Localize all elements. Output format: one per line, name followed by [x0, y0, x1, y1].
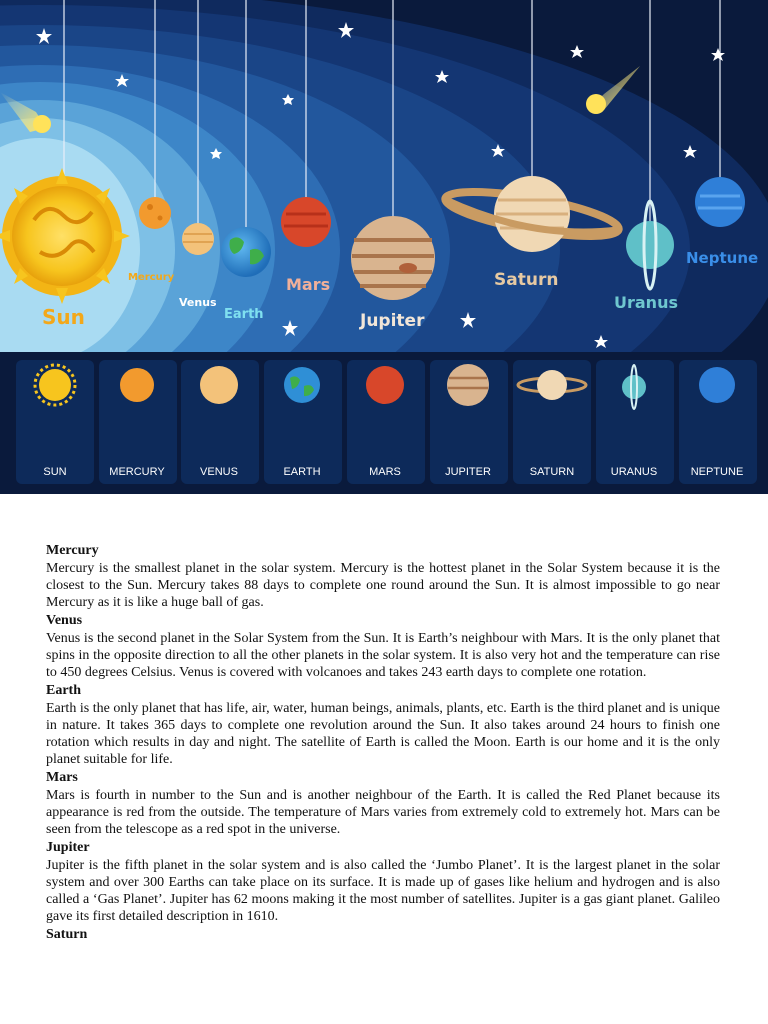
card-jupiter — [430, 360, 508, 484]
card-label-saturn: SATURN — [529, 466, 575, 478]
section-body: Mars is fourth in number to the Sun and is another neighbour of the Earth. It is called the Red Planet because its appearance is red from the outside. The temperature of Mars varies from extremely cold to extremely hot. Mars can be seen from the telescope as a red spot in the universe. — [46, 788, 720, 837]
card-label-earth: EARTH — [283, 466, 321, 478]
section-title: Saturn — [46, 927, 88, 942]
card-uranus — [596, 360, 674, 484]
card-saturn — [513, 360, 591, 484]
card-label-jupiter: JUPITER — [445, 466, 491, 478]
card-earth — [264, 360, 342, 484]
planet-descriptions — [46, 541, 720, 944]
earth-label: Earth — [224, 307, 264, 322]
section-venus — [46, 611, 720, 681]
section-earth — [46, 681, 720, 768]
section-body: Mercury is the smallest planet in the solar system. Mercury is the hottest planet in the Solar System because it is the closest to the Sun. Mercury takes 88 days to complete one round around the Sun. It is almost impossible to go near Mercury as it is like a huge ball of gas. — [46, 561, 720, 610]
card-sun — [16, 360, 94, 484]
jupiter-label: Jupiter — [360, 311, 425, 331]
card-mercury — [99, 360, 177, 484]
card-mars — [347, 360, 425, 484]
section-jupiter — [46, 838, 720, 925]
neptune-label: Neptune — [686, 249, 759, 267]
jupiter-graphic — [351, 216, 435, 300]
neptune-graphic — [695, 177, 745, 227]
section-title: Mars — [46, 770, 78, 785]
section-title: Jupiter — [46, 840, 90, 855]
saturn-label: Saturn — [494, 270, 559, 290]
planet-cards — [16, 360, 757, 484]
section-title: Venus — [46, 613, 83, 628]
section-body: Venus is the second planet in the Solar System from the Sun. It is Earth’s neighbour with Mars. It is the only planet that spins in the opposite direction to all the other planets in the solar system. It is also very hot and the temperature can rise to 450 degrees Celsius. Venus is covered with volcanoes and takes 243 earth days to complete one rotation. — [46, 631, 720, 680]
mars-graphic — [281, 197, 331, 247]
section-mercury — [46, 541, 720, 611]
earth-graphic — [221, 227, 271, 277]
card-label-venus: VENUS — [200, 466, 238, 478]
solar-system-svg — [0, 0, 768, 494]
venus-label: Venus — [179, 296, 217, 309]
mercury-graphic — [139, 197, 171, 229]
venus-graphic — [182, 223, 214, 255]
card-label-mars: MARS — [369, 466, 401, 478]
solar-system-illustration — [0, 0, 768, 494]
section-title: Earth — [46, 683, 81, 698]
section-mars — [46, 768, 720, 838]
card-venus — [181, 360, 259, 484]
card-label-sun: SUN — [43, 466, 67, 478]
card-label-mercury: MERCURY — [109, 466, 165, 478]
sun-label: Sun — [42, 305, 85, 329]
uranus-label: Uranus — [614, 293, 678, 312]
card-label-neptune: NEPTUNE — [690, 466, 744, 478]
card-neptune — [679, 360, 757, 484]
section-saturn — [46, 925, 720, 944]
section-body: Earth is the only planet that has life, air, water, human beings, animals, plants, etc. Earth is the third planet and is unique in nature. It takes 365 days to complete one revolution around the Sun. It also takes around 24 hours to finish one rotation which results in day and night. The satellite of Earth is called the Moon. Earth is our home and it is the only planet suitable for life. — [46, 701, 720, 767]
mars-label: Mars — [286, 275, 331, 294]
card-label-uranus: URANUS — [610, 466, 658, 478]
section-title: Mercury — [46, 543, 99, 558]
section-body: Jupiter is the fifth planet in the solar system and is also called the ‘Jumbo Planet’. It is the largest planet in the solar system and over 300 Earths can take place on its surface. It is made up of gases like helium and hydrogen and is also called a ‘Gas Planet’. Jupiter has 62 moons making it the most number of satellites. Jupiter is a gas giant planet. Galileo gave its first detailed description in 1610. — [46, 858, 720, 924]
mercury-label: Mercury — [128, 272, 175, 283]
